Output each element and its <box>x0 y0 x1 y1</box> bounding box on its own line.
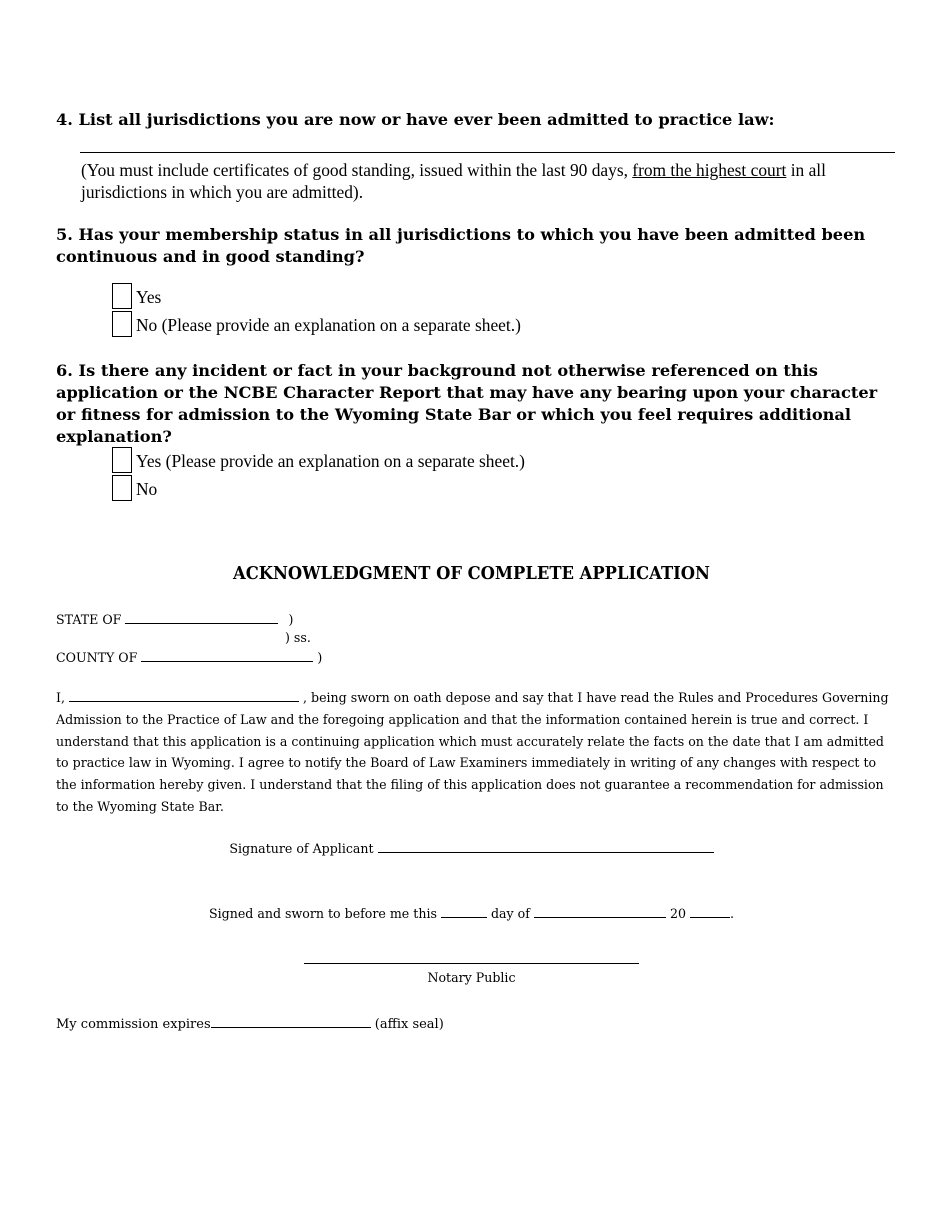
question-4-title: 4. List all jurisdictions you are now or have ever been admitted to practice law: <box>56 110 775 129</box>
note-underlined: from the highest court <box>632 160 787 180</box>
county-paren: ) <box>317 650 323 665</box>
jurisdictions-answer-line[interactable] <box>80 152 895 153</box>
signature-line <box>0 840 943 857</box>
q5-option-yes[interactable] <box>112 281 161 309</box>
applicant-name-blank[interactable] <box>69 689 299 702</box>
q6-yes-checkbox[interactable] <box>112 447 132 473</box>
commission-line <box>56 1015 444 1033</box>
state-of-label: STATE OF <box>56 612 122 627</box>
note-text-1: (You must include certificates of good standing, issued within the last 90 days, <box>81 160 633 180</box>
county-of-line <box>56 649 322 666</box>
q5-yes-label: Yes <box>136 287 162 307</box>
oath-text: , being sworn on oath depose and say that I have read the Rules and Procedures Governing Admission to the Practice of Law and the foregoing application and that the information contained herein is true and correct. I understand that this application is a continuing application which must accurately relate the facts on the date that I am admitted to practice law in Wyoming. I agree to notify the Board of Law Examiners immediately in writing of any changes with respect to the information hereby given. I understand that the filing of this application does not guarantee a recommendation for admission to the Wyoming State Bar. <box>56 690 889 814</box>
q6-no-checkbox[interactable] <box>112 475 132 501</box>
oath-paragraph <box>56 687 896 818</box>
affix-seal: (affix seal) <box>374 1017 444 1032</box>
q6-no-label: No <box>136 479 158 499</box>
q6-option-yes[interactable] <box>112 445 525 473</box>
sworn-year-label: 20 <box>669 906 686 921</box>
year-blank[interactable] <box>690 905 730 918</box>
signature-blank[interactable] <box>378 840 714 853</box>
question-5-title: 5. Has your membership status in all jurisdictions to which you have been admitted been continuous and in good standing? <box>56 225 866 266</box>
question-6-title: 6. Is there any incident or fact in your background not otherwise referenced on this application or the NCBE Character Report that may have any bearing upon your character or fitness for admission to the Wyoming State Bar or which you feel requires additional explanation? <box>56 361 878 446</box>
county-of-label: COUNTY OF <box>56 650 138 665</box>
q5-no-checkbox[interactable] <box>112 311 132 337</box>
state-blank[interactable] <box>125 611 278 624</box>
commission-blank[interactable] <box>211 1015 371 1028</box>
month-blank[interactable] <box>534 905 666 918</box>
sworn-prefix: Signed and sworn to before me this <box>209 906 437 921</box>
q5-option-no[interactable] <box>112 309 521 337</box>
state-of-line <box>56 611 293 628</box>
signature-label: Signature of Applicant <box>229 841 374 856</box>
notary-signature-line[interactable] <box>304 963 639 964</box>
note-text-2: in all jurisdictions in which you are admitted). <box>81 160 826 202</box>
oath-prefix: I, <box>56 690 65 705</box>
state-paren: ) <box>288 612 294 627</box>
notary-label: Notary Public <box>427 970 516 985</box>
question-4-note <box>81 159 896 203</box>
commission-label: My commission expires <box>56 1017 211 1032</box>
county-blank[interactable] <box>141 649 313 662</box>
sworn-end: . <box>729 906 734 921</box>
q5-yes-checkbox[interactable] <box>112 283 132 309</box>
q6-option-no[interactable] <box>112 473 157 501</box>
acknowledgment-heading: ACKNOWLEDGMENT OF COMPLETE APPLICATION <box>233 563 710 584</box>
q6-yes-label: Yes (Please provide an explanation on a separate sheet.) <box>136 451 525 471</box>
q5-no-label: No (Please provide an explanation on a separate sheet.) <box>136 315 521 335</box>
day-blank[interactable] <box>441 905 487 918</box>
sworn-day-label: day of <box>490 906 530 921</box>
ss-mark: ) ss. <box>285 630 311 645</box>
sworn-line <box>0 905 943 922</box>
